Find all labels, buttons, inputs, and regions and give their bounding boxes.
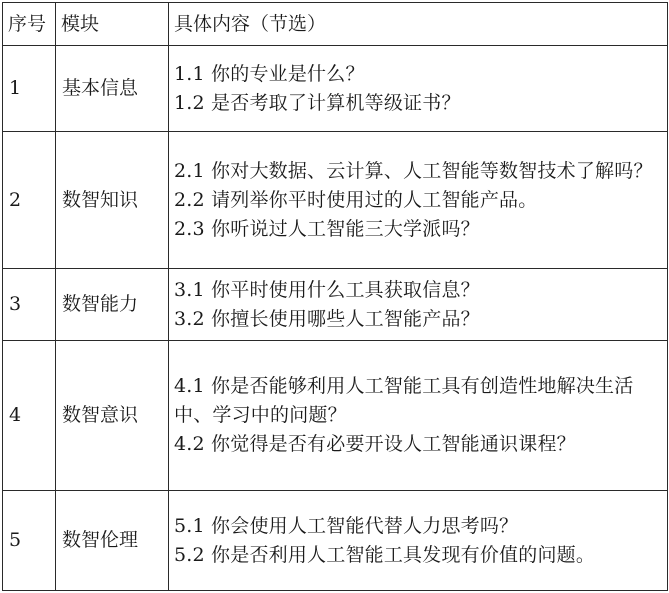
header-module: 模块 bbox=[56, 3, 169, 46]
row-number: 2 bbox=[3, 132, 56, 269]
table-row bbox=[3, 491, 668, 591]
row-number: 1 bbox=[3, 46, 56, 132]
table-row bbox=[3, 269, 668, 341]
question-item: 3.2 你擅长使用哪些人工智能产品？ bbox=[174, 307, 480, 330]
row-module: 数智能力 bbox=[56, 269, 169, 341]
row-number: 5 bbox=[3, 491, 56, 591]
survey-table bbox=[2, 2, 668, 591]
table-row bbox=[3, 132, 668, 269]
question-item: 1.2 是否考取了计算机等级证书？ bbox=[174, 91, 461, 114]
row-number: 3 bbox=[3, 269, 56, 341]
question-item: 4.2 你觉得是否有必要开设人工智能通识课程？ bbox=[174, 433, 576, 455]
row-content bbox=[169, 491, 668, 591]
question-item: 2.2 请列举你平时使用过的人工智能产品。 bbox=[174, 188, 538, 211]
question-item: 2.3 你听说过人工智能三大学派吗？ bbox=[174, 217, 480, 240]
row-module: 数智伦理 bbox=[56, 491, 169, 591]
row-number: 4 bbox=[3, 341, 56, 491]
question-item: 1.1 你的专业是什么？ bbox=[174, 62, 365, 85]
row-module: 数智意识 bbox=[56, 341, 169, 491]
header-number: 序号 bbox=[3, 3, 56, 46]
row-content bbox=[169, 269, 668, 341]
row-module: 基本信息 bbox=[56, 46, 169, 132]
question-item: 3.1 你平时使用什么工具获取信息？ bbox=[174, 278, 480, 301]
table-row bbox=[3, 46, 668, 132]
question-item: 4.1 你是否能够利用人工智能工具有创造性地解决生活中、学习中的问题？ bbox=[174, 375, 634, 426]
row-content bbox=[169, 132, 668, 269]
table-row bbox=[3, 341, 668, 491]
header-content: 具体内容（节选） bbox=[169, 3, 668, 46]
row-content bbox=[169, 46, 668, 132]
question-item: 5.2 你是否利用人工智能工具发现有价值的问题。 bbox=[174, 543, 596, 566]
header-row bbox=[3, 3, 668, 46]
row-module: 数智知识 bbox=[56, 132, 169, 269]
question-item: 2.1 你对大数据、云计算、人工智能等数智技术了解吗？ bbox=[174, 159, 653, 182]
question-item: 5.1 你会使用人工智能代替人力思考吗？ bbox=[174, 514, 519, 537]
row-content bbox=[169, 341, 668, 491]
